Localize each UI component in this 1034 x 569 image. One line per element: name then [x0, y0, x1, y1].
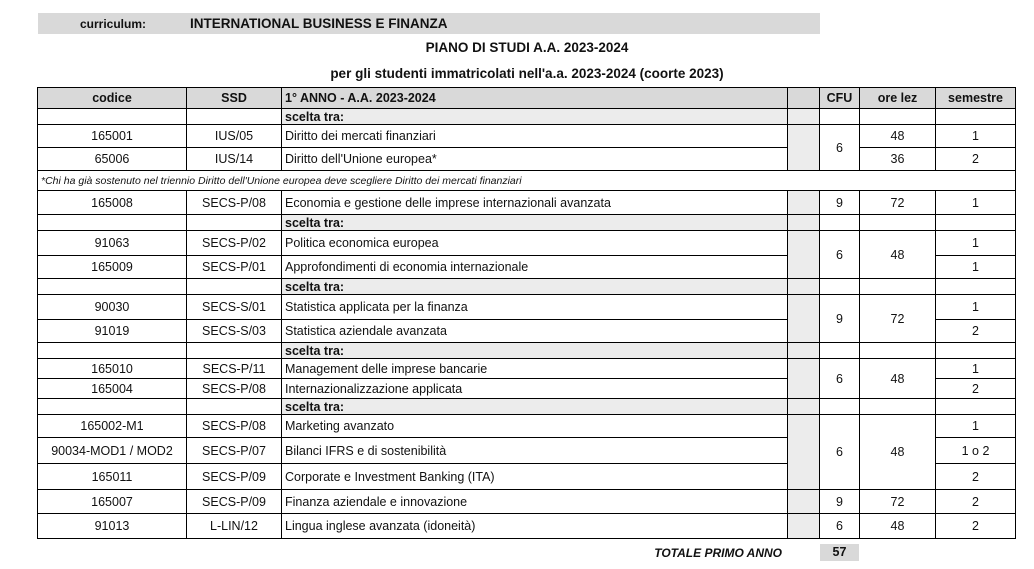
scelta-label: scelta tra:: [282, 399, 788, 415]
course-ssd: L-LIN/12: [187, 514, 282, 539]
course-name: Politica economica europea: [282, 231, 788, 256]
course-codice: 165001: [38, 125, 187, 148]
scelta-row: [38, 279, 1016, 295]
course-semestre: 1: [936, 359, 1016, 379]
course-name: Finanza aziendale e innovazione: [282, 490, 788, 514]
course-ore: 48: [860, 231, 936, 279]
course-codice: 90030: [38, 295, 187, 320]
table-row: [38, 191, 1016, 215]
scelta-label: scelta tra:: [282, 343, 788, 359]
course-codice: 91013: [38, 514, 187, 539]
table-row: [38, 415, 1016, 438]
curriculum-bar: [38, 13, 820, 34]
scelta-row: [38, 215, 1016, 231]
note-row: [38, 171, 1016, 191]
course-ssd: SECS-S/01: [187, 295, 282, 320]
course-semestre: 1 o 2: [936, 438, 1016, 464]
course-cfu: 9: [820, 191, 860, 215]
table-row: [38, 231, 1016, 256]
course-codice: 165011: [38, 464, 187, 490]
header-ore: ore lez: [860, 88, 936, 109]
header-codice: codice: [38, 88, 187, 109]
course-codice: 91063: [38, 231, 187, 256]
header-anno: 1° ANNO - A.A. 2023-2024: [282, 88, 788, 109]
course-cfu: 6: [820, 231, 860, 279]
course-ore: 72: [860, 191, 936, 215]
course-semestre: 1: [936, 191, 1016, 215]
table-row: [38, 359, 1016, 379]
course-name: Bilanci IFRS e di sostenibilità: [282, 438, 788, 464]
scelta-row: [38, 343, 1016, 359]
course-ssd: SECS-P/11: [187, 359, 282, 379]
course-semestre: 1: [936, 125, 1016, 148]
table-row: [38, 490, 1016, 514]
course-cfu: 9: [820, 490, 860, 514]
scelta-label: scelta tra:: [282, 215, 788, 231]
scelta-label: scelta tra:: [282, 279, 788, 295]
course-semestre: 2: [936, 379, 1016, 399]
course-cfu: 6: [820, 359, 860, 399]
course-ssd: SECS-S/03: [187, 320, 282, 343]
header-spacer: [788, 88, 820, 109]
course-ssd: SECS-P/07: [187, 438, 282, 464]
course-ssd: SECS-P/08: [187, 415, 282, 438]
course-name: Diritto dell'Unione europea*: [282, 148, 788, 171]
header-semestre: semestre: [936, 88, 1016, 109]
total-label: TOTALE PRIMO ANNO: [654, 546, 782, 560]
course-semestre: 2: [936, 490, 1016, 514]
course-ore: 48: [860, 415, 936, 490]
table-row: [38, 514, 1016, 539]
course-name: Approfondimenti di economia internazionale: [282, 256, 788, 279]
course-name: Economia e gestione delle imprese internazionali avanzata: [282, 191, 788, 215]
course-codice: 165004: [38, 379, 187, 399]
course-ssd: SECS-P/08: [187, 379, 282, 399]
course-ore: 72: [860, 295, 936, 343]
course-ssd: IUS/14: [187, 148, 282, 171]
page-title: PIANO DI STUDI A.A. 2023-2024: [425, 40, 629, 55]
course-name: Statistica aziendale avanzata: [282, 320, 788, 343]
course-name: Marketing avanzato: [282, 415, 788, 438]
course-name: Lingua inglese avanzata (idoneità): [282, 514, 788, 539]
curriculum-label: curriculum:: [80, 17, 147, 31]
header-cfu: CFU: [820, 88, 860, 109]
course-ore: 48: [860, 514, 936, 539]
course-semestre: 2: [936, 320, 1016, 343]
course-semestre: 2: [936, 148, 1016, 171]
course-semestre: 1: [936, 295, 1016, 320]
course-semestre: 2: [936, 464, 1016, 490]
curriculum-value: INTERNATIONAL BUSINESS E FINANZA: [190, 16, 448, 31]
course-ssd: SECS-P/02: [187, 231, 282, 256]
course-name: Management delle imprese bancarie: [282, 359, 788, 379]
course-codice: 165007: [38, 490, 187, 514]
course-semestre: 1: [936, 256, 1016, 279]
course-cfu: 6: [820, 514, 860, 539]
course-cfu: 6: [820, 415, 860, 490]
total-value: 57: [820, 544, 859, 561]
course-codice: 91019: [38, 320, 187, 343]
course-codice: 65006: [38, 148, 187, 171]
course-cfu: 9: [820, 295, 860, 343]
course-ore: 48: [860, 359, 936, 399]
course-codice: 165008: [38, 191, 187, 215]
course-ssd: SECS-P/09: [187, 490, 282, 514]
course-codice: 165010: [38, 359, 187, 379]
course-name: Corporate e Investment Banking (ITA): [282, 464, 788, 490]
course-cfu: 6: [820, 125, 860, 171]
course-name: Statistica applicata per la finanza: [282, 295, 788, 320]
study-plan-table: [37, 87, 1016, 539]
course-ssd: SECS-P/08: [187, 191, 282, 215]
course-semestre: 1: [936, 415, 1016, 438]
page-subtitle: per gli studenti immatricolati nell'a.a. 2023-2024 (coorte 2023): [330, 66, 724, 81]
header-row: [38, 88, 1016, 109]
table-row: [38, 148, 1016, 171]
header-ssd: SSD: [187, 88, 282, 109]
course-name: Internazionalizzazione applicata: [282, 379, 788, 399]
course-name: Diritto dei mercati finanziari: [282, 125, 788, 148]
course-ssd: IUS/05: [187, 125, 282, 148]
table-row: [38, 295, 1016, 320]
course-ssd: SECS-P/01: [187, 256, 282, 279]
scelta-row: [38, 399, 1016, 415]
table-row: [38, 125, 1016, 148]
course-ore: 48: [860, 125, 936, 148]
course-ore: 36: [860, 148, 936, 171]
scelta-row: [38, 109, 1016, 125]
course-codice: 165009: [38, 256, 187, 279]
course-semestre: 2: [936, 514, 1016, 539]
course-codice: 165002-M1: [38, 415, 187, 438]
course-ssd: SECS-P/09: [187, 464, 282, 490]
note-text: *Chi ha già sostenuto nel triennio Diritto dell'Unione europea deve scegliere Diritto dei mercati finanziari: [38, 171, 1016, 191]
course-ore: 72: [860, 490, 936, 514]
course-semestre: 1: [936, 231, 1016, 256]
scelta-label: scelta tra:: [282, 109, 788, 125]
course-codice: 90034-MOD1 / MOD2: [38, 438, 187, 464]
